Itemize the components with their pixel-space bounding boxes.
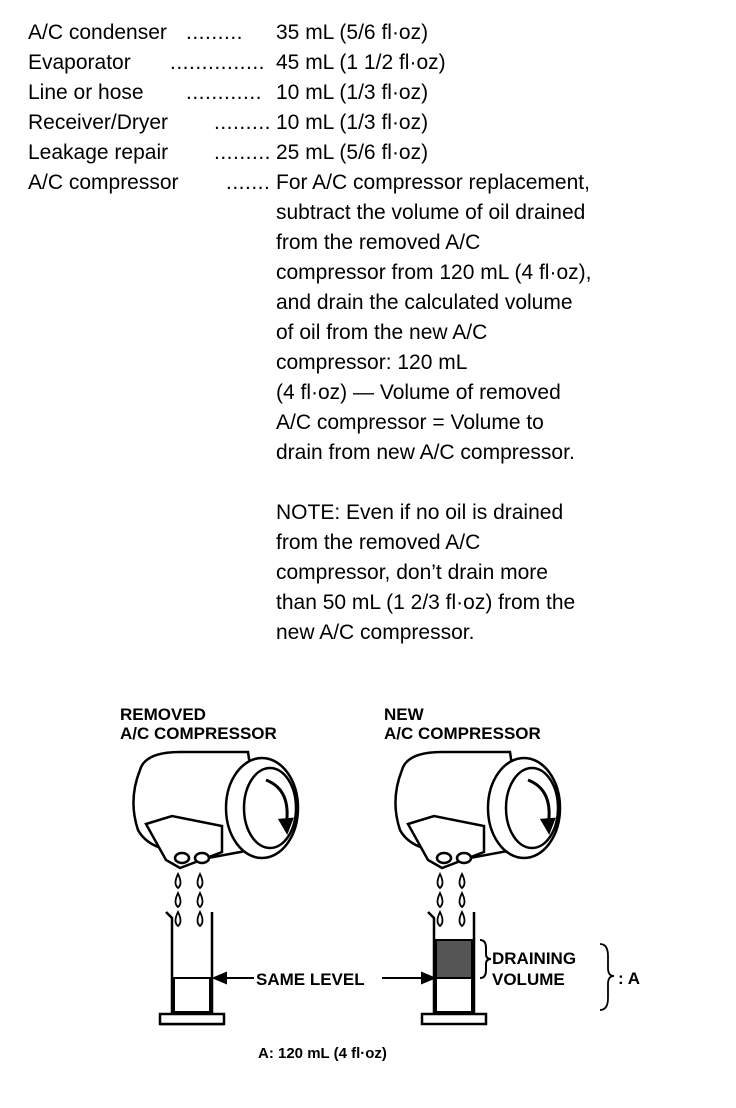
instruction-line: of oil from the new A/C bbox=[276, 321, 488, 344]
removed-label-line1: REMOVED bbox=[120, 705, 206, 724]
removed-oil-drops-icon bbox=[176, 874, 203, 926]
new-label-line1: NEW bbox=[384, 705, 424, 724]
draining-volume-brace bbox=[480, 940, 491, 978]
instruction-line: drain from new A/C compressor. bbox=[276, 441, 575, 464]
instruction-line: compressor from 120 mL (4 fl·oz), bbox=[276, 261, 592, 284]
note-line: compressor, don’t drain more bbox=[276, 561, 548, 584]
note-line: from the removed A/C bbox=[276, 531, 481, 554]
draining-volume-fill bbox=[436, 940, 472, 978]
new-compressor-illustration bbox=[395, 752, 560, 868]
instruction-line: compressor: 120 mL bbox=[276, 351, 468, 374]
spec-value: For A/C compressor replacement, bbox=[276, 171, 590, 194]
spec-value: 10 mL (1/3 fl·oz) bbox=[276, 111, 429, 134]
a-marker: : A bbox=[618, 969, 641, 988]
new-label-line2: A/C COMPRESSOR bbox=[384, 724, 541, 743]
same-level-label: SAME LEVEL bbox=[256, 970, 365, 989]
draining-volume-label-line1: DRAINING bbox=[492, 949, 577, 968]
instruction-line: from the removed A/C bbox=[276, 231, 481, 254]
spec-label: A/C compressor bbox=[28, 171, 179, 194]
spec-label: Line or hose bbox=[28, 81, 144, 104]
instruction-line: subtract the volume of oil drained bbox=[276, 201, 586, 224]
new-graduated-cylinder bbox=[422, 912, 486, 1024]
spec-label: A/C condenser bbox=[28, 21, 167, 44]
spec-label: Leakage repair bbox=[28, 141, 169, 164]
spec-label: Receiver/Dryer bbox=[28, 111, 169, 134]
a-brace bbox=[600, 944, 614, 1010]
spec-value: 25 mL (5/6 fl·oz) bbox=[276, 141, 429, 164]
new-oil-drops-icon bbox=[438, 874, 465, 926]
spec-dots: ....... bbox=[226, 171, 271, 194]
footnote-a: A: 120 mL (4 fl·oz) bbox=[258, 1045, 387, 1062]
spec-dots: ......... bbox=[214, 111, 272, 134]
note-line: new A/C compressor. bbox=[276, 621, 475, 644]
spec-label: Evaporator bbox=[28, 51, 131, 74]
spec-dots: ............... bbox=[170, 51, 266, 74]
spec-dots: ......... bbox=[186, 21, 244, 44]
spec-value: 35 mL (5/6 fl·oz) bbox=[276, 21, 429, 44]
removed-label-line2: A/C COMPRESSOR bbox=[120, 724, 277, 743]
spec-dots: ............ bbox=[186, 81, 263, 104]
spec-dots: ......... bbox=[214, 141, 272, 164]
instruction-line: (4 fl·oz) — Volume of removed bbox=[276, 381, 561, 404]
removed-compressor-illustration bbox=[133, 752, 298, 868]
removed-graduated-cylinder bbox=[160, 912, 224, 1024]
draining-volume-label-line2: VOLUME bbox=[492, 970, 565, 989]
spec-value: 10 mL (1/3 fl·oz) bbox=[276, 81, 429, 104]
note-line: than 50 mL (1 2/3 fl·oz) from the bbox=[276, 591, 576, 614]
note-line: NOTE: Even if no oil is drained bbox=[276, 501, 564, 524]
instruction-line: and drain the calculated volume bbox=[276, 291, 573, 314]
spec-value: 45 mL (1 1/2 fl·oz) bbox=[276, 51, 446, 74]
instruction-line: A/C compressor = Volume to bbox=[276, 411, 544, 434]
